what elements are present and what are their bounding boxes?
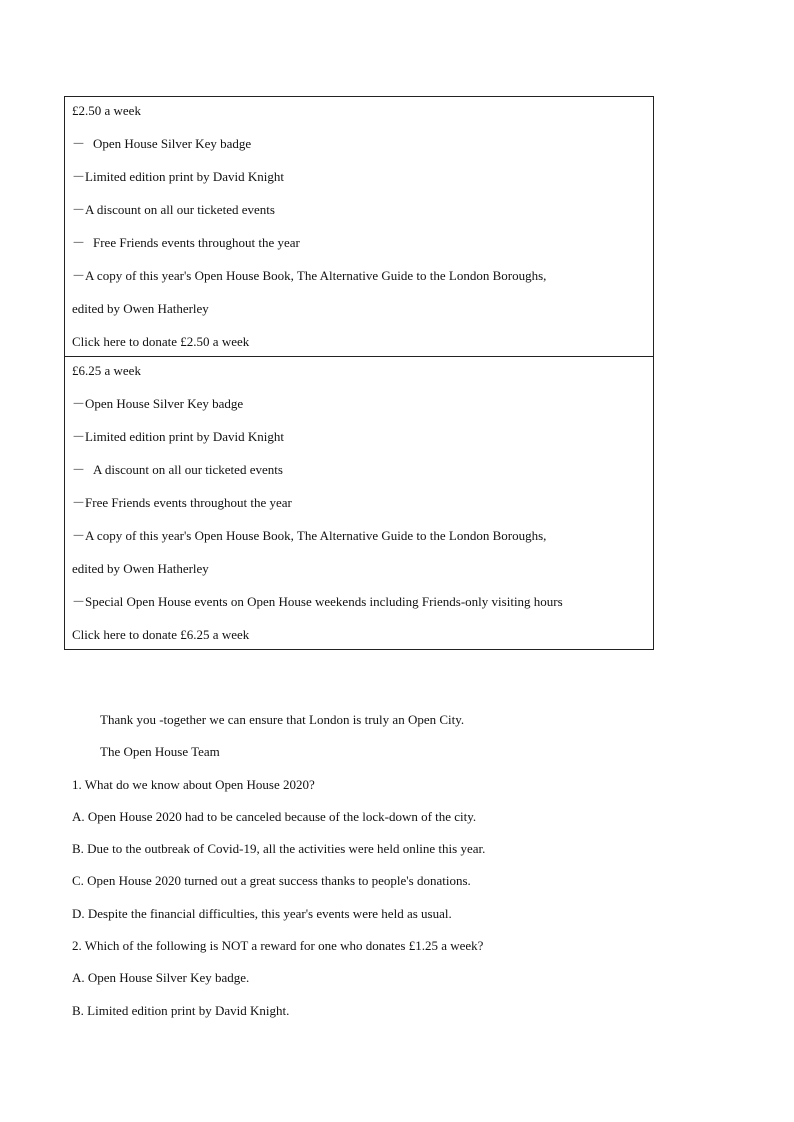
benefit-continuation: edited by Owen Hatherley bbox=[72, 561, 209, 576]
dash-bullet: － bbox=[72, 462, 86, 477]
dash-bullet: － bbox=[72, 202, 86, 217]
donate-link[interactable]: Click here to donate £6.25 a week bbox=[72, 627, 250, 642]
benefit-text: Open House Silver Key badge bbox=[85, 396, 244, 411]
question-stem: 1. What do we know about Open House 2020? bbox=[72, 776, 315, 792]
benefit-text: A discount on all our ticketed events bbox=[85, 202, 275, 217]
dash-bullet: － bbox=[72, 528, 86, 543]
tier-benefit bbox=[72, 429, 646, 445]
tier-benefit bbox=[72, 396, 646, 412]
benefit-continuation: edited by Owen Hatherley bbox=[72, 301, 209, 316]
dash-bullet: － bbox=[72, 169, 86, 184]
tier-benefit bbox=[72, 235, 646, 251]
answer-option: D. Despite the financial difficulties, this year's events were held as usual. bbox=[72, 905, 452, 921]
tier-cell bbox=[65, 357, 654, 650]
tier-benefit bbox=[72, 462, 646, 478]
benefit-text: A copy of this year's Open House Book, The Alternative Guide to the London Boroughs, bbox=[85, 268, 547, 283]
tier-benefit bbox=[72, 268, 646, 284]
dash-bullet: － bbox=[72, 268, 86, 283]
benefit-text: Special Open House events on Open House weekends including Friends-only visiting hours bbox=[85, 594, 563, 609]
benefit-text: Limited edition print by David Knight bbox=[85, 169, 284, 184]
tier-benefit bbox=[72, 528, 646, 544]
tier-price: £2.50 a week bbox=[72, 103, 141, 118]
tier-cell bbox=[65, 97, 654, 357]
answer-option: A. Open House 2020 had to be canceled because of the lock-down of the city. bbox=[72, 808, 477, 824]
tier-benefit bbox=[72, 594, 646, 610]
tier-benefit bbox=[72, 202, 646, 218]
closing-and-questions bbox=[72, 712, 772, 1019]
tier-row bbox=[65, 357, 654, 650]
thanks-line: Thank you -together we can ensure that London is truly an Open City. bbox=[100, 712, 465, 727]
signature-line: The Open House Team bbox=[100, 744, 220, 760]
benefit-text: Free Friends events throughout the year bbox=[93, 235, 300, 250]
tier-price: £6.25 a week bbox=[72, 363, 141, 378]
donate-link[interactable]: Click here to donate £2.50 a week bbox=[72, 334, 250, 349]
benefit-text: Free Friends events throughout the year bbox=[85, 495, 292, 510]
tier-row bbox=[65, 97, 654, 357]
answer-option: B. Due to the outbreak of Covid-19, all the activities were held online this year. bbox=[72, 841, 486, 857]
benefit-text: A copy of this year's Open House Book, The Alternative Guide to the London Boroughs, bbox=[85, 528, 547, 543]
tier-benefit bbox=[72, 136, 646, 152]
answer-option: B. Limited edition print by David Knight. bbox=[72, 1002, 290, 1018]
answer-option: C. Open House 2020 turned out a great success thanks to people's donations. bbox=[72, 873, 471, 889]
donation-tier-table bbox=[64, 96, 654, 650]
answer-option: A. Open House Silver Key badge. bbox=[72, 970, 250, 986]
dash-bullet: － bbox=[72, 495, 86, 510]
question-stem: 2. Which of the following is NOT a reward for one who donates £1.25 a week? bbox=[72, 938, 484, 954]
benefit-text: A discount on all our ticketed events bbox=[93, 462, 283, 477]
tier-benefit bbox=[72, 169, 646, 185]
dash-bullet: － bbox=[72, 594, 86, 609]
dash-bullet: － bbox=[72, 396, 86, 411]
dash-bullet: － bbox=[72, 235, 86, 250]
tier-benefit bbox=[72, 495, 646, 511]
benefit-text: Limited edition print by David Knight bbox=[85, 429, 284, 444]
dash-bullet: － bbox=[72, 429, 86, 444]
benefit-text: Open House Silver Key badge bbox=[93, 136, 252, 151]
dash-bullet: － bbox=[72, 136, 86, 151]
